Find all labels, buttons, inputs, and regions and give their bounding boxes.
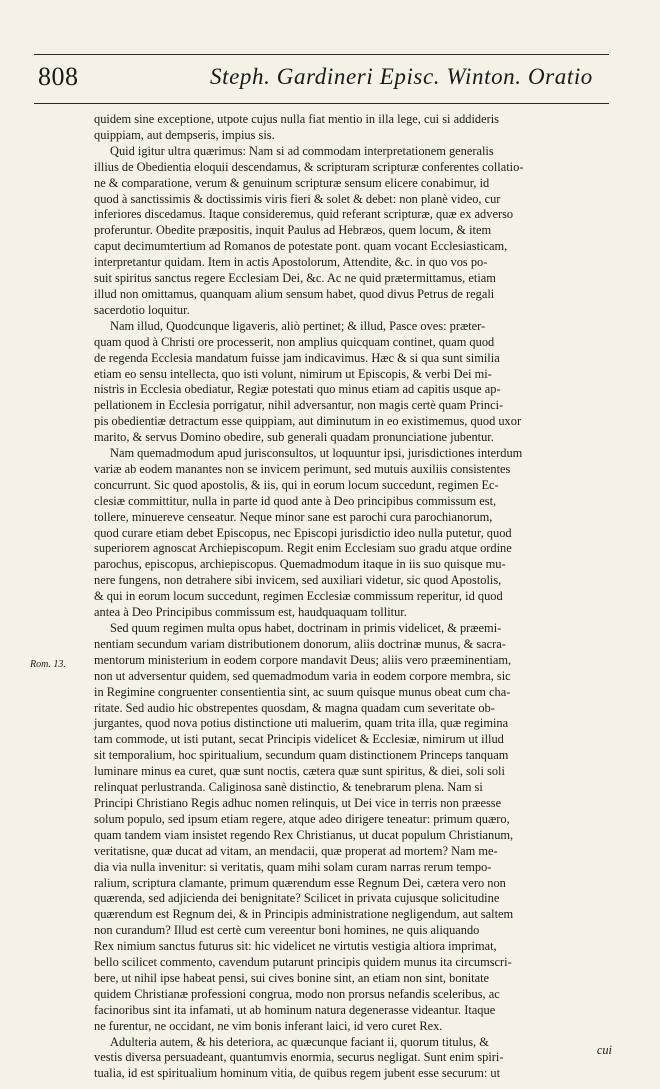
text-line: dia via nulla invenitur: si veritatis, quam mihi solam curam narras rerum tempo-: [94, 859, 492, 874]
text-line: quærenda, sed adjicienda dei benignitate? Scilicet in privata cujusque solicitudine: [94, 891, 500, 906]
text-line: Rex nimium sanctus futurus sit: hic videlicet ne virtutis vestigia altiora imprimat,: [94, 939, 497, 954]
text-line: quod à sanctissimis & doctissimis viris fieri & solet & debet: non planè video, cur: [94, 191, 501, 206]
text-line: tollere, minuereve censeatur. Neque minor sane est parochi cura parochianorum,: [94, 509, 493, 524]
text-line: quærendum est Regnum dei, & in Principis administratione negligendum, aut saltem: [94, 907, 514, 922]
running-title: Steph. Gardineri Episc. Winton. Oratio: [210, 64, 593, 89]
text-line: quam quod à Christi ore processerit, non amplius quicquam continet, quam quod: [94, 334, 495, 349]
text-line: nentiam secundum variam distributionem donorum, aliis doctrinæ munus, & sacra-: [94, 636, 506, 651]
text-line: proferuntur. Obedite præpositis, inquit Paulus ad Hebræos, quem locum, & item: [94, 223, 492, 238]
text-line: relinquat perlustranda. Caliginosa sanè distinctio, & tenebrarum plena. Nam si: [94, 780, 483, 795]
text-line: vestis diversa persuadeant, quantumvis enormia, securus negligat. Sunt enim spiri-: [94, 1050, 504, 1065]
text-line: etiam eo sensu intellecta, quo isti volunt, nimirum ut Episcopis, & verbi Dei mi-: [94, 366, 492, 381]
text-line: Nam illud, Quodcunque ligaveris, aliò pertinet; & illud, Pasce oves: præter-: [110, 318, 486, 333]
text-line: pis obedientiæ detractum esse quippiam, aut diminutum in eo existimemus, quod uxor: [94, 414, 522, 429]
text-line: caput decimumtertium ad Romanos de potestate pont. quam vocant Ecclesiasticam,: [94, 239, 508, 254]
text-line: non ut adversentur quidem, sed quemadmodum varia in eodem corpore membra, sic: [94, 668, 511, 683]
page-number: 808: [38, 62, 79, 91]
text-line: de regenda Ecclesia mandatum fuisse jam indicavimus. Hæc & si qua sunt similia: [94, 350, 500, 365]
body-text: [94, 112, 611, 1082]
text-line: quidem sine exceptione, utpote cujus nulla fiat mentio in illa lege, cui si addideris: [94, 112, 500, 126]
text-line: inferiores discedamus. Itaque consideremus, quid referant scripturæ, quæ ex adverso: [94, 207, 514, 222]
text-line: superiorem agnoscat Archiepiscopum. Regit enim Ecclesiam suo gradu atque ordine: [94, 541, 512, 556]
text-line: pellationem in Ecclesia porrigatur, nihil adversantur, non magis certè quam Princi-: [94, 398, 504, 413]
text-line: clesiæ committitur, nulla in parte id quod ante à Deo principibus commissum est,: [94, 493, 497, 508]
text-line: illud non omittamus, quanquam alium sensum habet, quod divus Petrus de regali: [94, 286, 495, 301]
text-line: tualia, id est spiritualium hominum vitia, de quibus regem jubent esse securum: ut: [94, 1066, 501, 1081]
text-line: concurrunt. Sic quod apostolis, & iis, qui in eorum locum succedunt, regimen Ec-: [94, 477, 499, 492]
text-line: bere, ut nihil ipse habeat pensi, sui cives bonine sint, an etiam non sint, bonitate: [94, 970, 490, 985]
text-line: nere fungens, non detrahere sibi invicem, sed auxiliari videtur, sic quod Apostolis,: [94, 573, 502, 588]
text-line: ritate. Sed audio hic obstrepentes quosdam, & magna quadam cum severitate ob-: [94, 700, 495, 715]
text-line: suit spiritus sanctus regere Ecclesiam Dei, &c. Ac ne quid prætermittamus, etiam: [94, 271, 496, 286]
text-line: ralium, scriptura clamante, primum quærendum esse Regnum Dei, cætera vero non: [94, 875, 506, 890]
text-line: sit temporalium, hoc spiritualium, secundum quam distinctionem Princeps tanquam: [94, 748, 509, 763]
text-line: facinoribus sint ita infamati, ut ab hominum natura degenerasse videantur. Itaque: [94, 1002, 496, 1017]
text-line: quod curare etiam debet Episcopus, nec Episcopi jurisdictio ideo nulla putetur, quod: [94, 525, 512, 540]
text-line: nistris in Ecclesia obediatur, Regiæ potestati quo minus etiam ad capitis usque ap-: [94, 382, 501, 397]
text-line: in Regimine congruenter consentientia sint, ac suum quisque munus obeat cum cha-: [94, 684, 511, 699]
text-line: Principi Christiano Regis adhuc nomen relinquis, ut Dei vice in terris non præesse: [94, 795, 502, 810]
text-line: veritatisne, quæ ducat ad vitam, an mendacii, quæ properat ad mortem? Nam me-: [94, 843, 498, 858]
text-line: jurgantes, quod nova potius distinctione uti maluerim, quam trita illa, quæ regimina: [94, 716, 509, 731]
text-line: solum populo, sed ipsum etiam regere, atque adeo dirigere teneatur: primum quæro,: [94, 811, 510, 826]
text-line: bello scilicet commento, cavendum putarunt principis quidem munus ita circumscri-: [94, 955, 512, 970]
text-line: ne furentur, ne occidant, ne vim bonis inferant laici, id vero curet Rex.: [94, 1018, 443, 1033]
text-line: Adulteria autem, & his deteriora, ac quæcunque faciant ii, quorum titulus, &: [110, 1034, 489, 1049]
text-line: interpretantur quidam. Item in actis Apostolorum, Attendite, &c. in quo vos po-: [94, 255, 488, 270]
text-line: & qui in eorum locum succedunt, regimen Ecclesiæ commissum reperitur, id quod: [94, 589, 503, 604]
text-line: Quid igitur ultra quærimus: Nam si ad commodam interpretationem generalis: [110, 143, 494, 158]
text-line: ne & comparatione, verum & genuinum scripturæ sensum elicere conabimur, id: [94, 175, 490, 190]
header-rule-bottom: [34, 103, 609, 104]
text-line: sacerdotio loquitur.: [94, 302, 190, 317]
text-line: Sed quum regimen multa opus habet, doctrinam in primis videlicet, & præemi-: [110, 621, 502, 635]
text-line: illius de Obedientia eloquii descendamus, & scripturam scripturæ conferentes collatio-: [94, 159, 524, 174]
text-line: quippiam, aut dempseris, impius sis.: [94, 127, 275, 142]
text-line: quam tandem viam insistet regendo Rex Christianus, ut ducat populum Christianum,: [94, 827, 514, 842]
text-line: variæ ab eodem manantes non se invicem perimunt, sed mutuis auxiliis consistentes: [94, 461, 511, 476]
text-line: quidem Christianæ professioni congrua, modo non prorsus nefandis sceleribus, ac: [94, 986, 500, 1001]
text-line: mentorum ministerium in eodem corpore mandavit Deus; aliis vero præeminentiam,: [94, 652, 512, 667]
margin-note: Rom. 13.: [30, 659, 66, 670]
text-line: Nam quemadmodum apud jurisconsultos, ut loquuntur ipsi, jurisdictiones interdum: [110, 446, 523, 461]
text-line: non curandum? Illud est certè cum vereentur boni homines, ne quis aliquando: [94, 923, 480, 938]
text-line: antea à Deo Principibus commissum est, haudquaquam tollitur.: [94, 605, 407, 620]
text-line: luminare minus ea curet, quæ sunt noctis, cætera quæ sunt spiritus, & diei, soli soli: [94, 764, 505, 779]
text-line: parochus, episcopus, archiepiscopus. Quemadmodum itaque in iis suo quisque mu-: [94, 557, 506, 572]
text-line: marito, & servus Domino obedire, sub generali quadam pronunciatione jubentur.: [94, 430, 494, 445]
header-rule-top: [34, 54, 609, 55]
catchword: cui: [596, 1043, 612, 1057]
text-line: tam commode, ut isti putant, secat Principis videlicet & Ecclesiæ, nimirum ut illud: [94, 732, 504, 747]
